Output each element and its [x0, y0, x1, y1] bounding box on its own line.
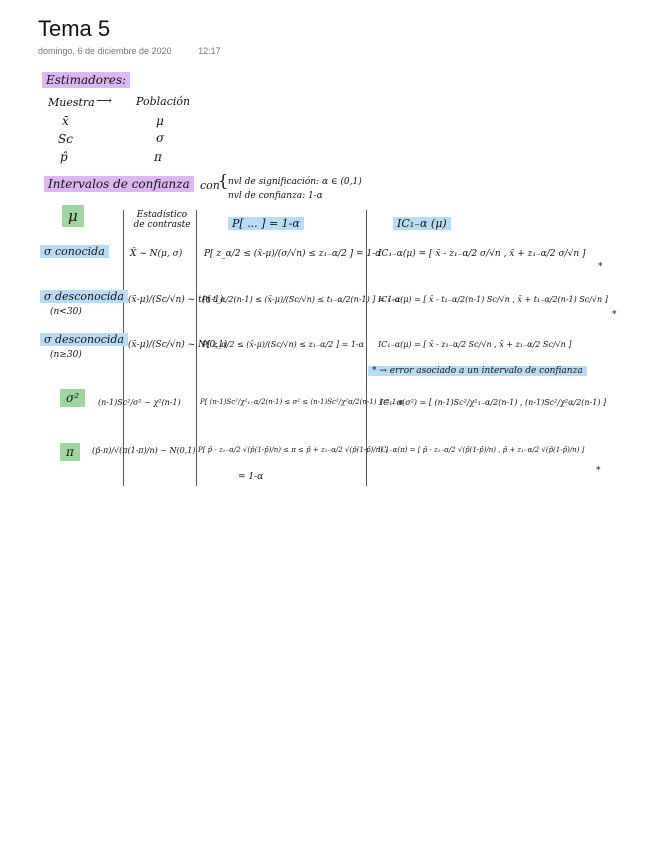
- row-4-estadistico: (p̂-π)/√(π(1-π)/n) ~ N(0,1): [92, 446, 196, 455]
- table-divider-1: [123, 210, 124, 486]
- page-title: Tema 5: [38, 16, 111, 41]
- row-2-sub: (n≥30): [50, 350, 82, 360]
- row-3-probabilidad: P[ (n-1)Sc²/χ²₁₋α/2(n-1) ≤ σ² ≤ (n-1)Sc²/χ²α/2(n-1) ] = 1-α: [200, 398, 404, 406]
- row-2-ic: IC₁₋α(μ) = [ x̄ - z₁₋α/2 Sc/√n , x̄ + z₁₋α/2 Sc/√n ]: [378, 340, 572, 349]
- estimadores-col-right: Población: [136, 95, 191, 108]
- error-note: * → error asociado a un intervalo de confianza: [368, 366, 587, 376]
- nivel-confianza: nvl de confianza: 1-α: [228, 191, 323, 201]
- row-1-sub: (n<30): [50, 307, 82, 317]
- parametro-1: σ: [156, 131, 165, 145]
- header-ic: IC₁₋α (μ): [393, 218, 451, 231]
- header-param: μ: [62, 208, 84, 225]
- row-2-estadistico: (x̄-μ)/(Sc/√n) ~ N(0,1): [128, 340, 228, 350]
- row-3-label: σ²: [60, 392, 85, 406]
- nivel-significacion: nvl de significación: α ∈ (0,1): [228, 177, 362, 187]
- page-time: 12:17: [198, 46, 221, 56]
- parametro-2: π: [154, 150, 162, 164]
- row-4-star: *: [596, 466, 601, 476]
- row-2-probabilidad: P[ z_α/2 ≤ (x̄-μ)/(Sc/√n) ≤ z₁₋α/2 ] = 1-α: [202, 340, 365, 349]
- estimador-0: x̄: [62, 114, 69, 128]
- row-1-estadistico: (x̄-μ)/(Sc/√n) ~ t(n-1): [128, 295, 224, 305]
- estimadores-heading: Estimadores:: [42, 74, 130, 88]
- row-3-estadistico: (n-1)Sc²/σ² ~ χ²(n-1): [98, 398, 181, 407]
- row-0-star: *: [598, 262, 603, 272]
- header-estadistico: Estadístico de contraste: [133, 210, 191, 231]
- estimador-2: p̂: [60, 150, 68, 164]
- intervalos-con: con: [200, 179, 220, 192]
- row-0-estadistico: X̄ ~ N(μ, σ): [130, 249, 183, 259]
- row-1-label: σ desconocida: [40, 291, 128, 304]
- row-1-ic: IC₁₋α(μ) = [ x̄ - t₁₋α/2(n-1) Sc/√n , x̄ + t₁₋α/2(n-1) Sc/√n ]: [378, 295, 608, 304]
- page-meta: [38, 46, 221, 56]
- estimador-1: Sc: [58, 132, 73, 146]
- row-4-probabilidad-cont: = 1-α: [238, 472, 264, 482]
- brace-icon: {: [218, 171, 229, 190]
- row-0-probabilidad: P[ z_α/2 ≤ (x̄-μ)/(σ/√n) ≤ z₁₋α/2 ] = 1-α: [204, 249, 382, 259]
- row-2-label: σ desconocida: [40, 334, 128, 347]
- row-0-label: σ conocida: [40, 246, 109, 259]
- page-date: domingo, 6 de diciembre de 2020: [38, 46, 172, 56]
- row-4-label: π: [60, 446, 80, 460]
- row-1-star: *: [612, 310, 617, 320]
- parametro-0: μ: [156, 114, 164, 128]
- arrow-icon: ⟶: [96, 94, 112, 107]
- intervalos-heading: Intervalos de confianza: [44, 178, 194, 192]
- row-4-probabilidad: P[ p̂ - z₁₋α/2 √(p̂(1-p̂)/n) ≤ π ≤ p̂ + z₁₋α/2 √(p̂(1-p̂)/n) ]: [198, 446, 388, 454]
- row-1-probabilidad: P[ t_α/2(n-1) ≤ (x̄-μ)/(Sc/√n) ≤ t₁₋α/2(n-1) ] = 1-α: [202, 295, 401, 304]
- estimadores-col-left: Muestra: [48, 96, 95, 109]
- row-0-ic: IC₁₋α(μ) = [ x̄ - z₁₋α/2 σ/√n , x̄ + z₁₋α/2 σ/√n ]: [378, 249, 586, 259]
- row-4-ic: IC₁₋α(π) = [ p̂ - z₁₋α/2 √(p̂(1-p̂)/n) , p̂ + z₁₋α/2 √(p̂(1-p̂)/n) ]: [378, 446, 585, 454]
- header-probabilidad: P[ ... ] = 1-α: [228, 218, 304, 231]
- row-3-ic: IC₁₋α(σ²) = [ (n-1)Sc²/χ²₁₋α/2(n-1) , (n-1)Sc²/χ²α/2(n-1) ]: [380, 398, 607, 407]
